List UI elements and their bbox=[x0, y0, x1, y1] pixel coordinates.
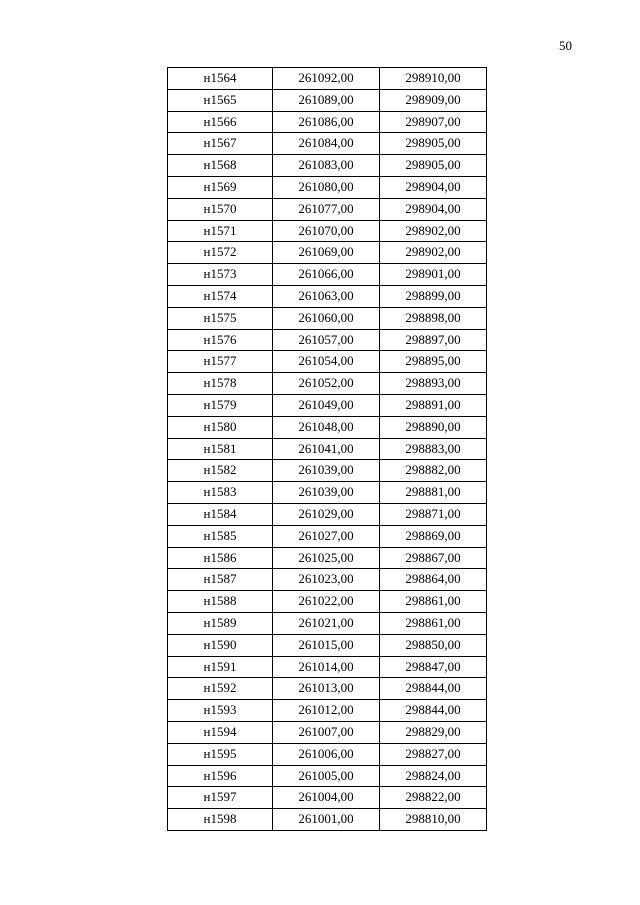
y-coordinate-cell: 298829,00 bbox=[380, 721, 487, 743]
x-coordinate-cell: 261063,00 bbox=[273, 285, 380, 307]
point-number-cell: н1570 bbox=[168, 198, 273, 220]
y-coordinate-cell: 298810,00 bbox=[380, 809, 487, 831]
y-coordinate-cell: 298822,00 bbox=[380, 787, 487, 809]
x-coordinate-cell: 261039,00 bbox=[273, 482, 380, 504]
x-coordinate-cell: 261054,00 bbox=[273, 351, 380, 373]
point-number-cell: н1583 bbox=[168, 482, 273, 504]
x-coordinate-cell: 261014,00 bbox=[273, 656, 380, 678]
point-number-cell: н1566 bbox=[168, 111, 273, 133]
coordinates-table-body bbox=[168, 68, 487, 831]
table-row bbox=[168, 503, 487, 525]
x-coordinate-cell: 261027,00 bbox=[273, 525, 380, 547]
y-coordinate-cell: 298881,00 bbox=[380, 482, 487, 504]
point-number-cell: н1595 bbox=[168, 743, 273, 765]
point-number-cell: н1585 bbox=[168, 525, 273, 547]
table-row bbox=[168, 765, 487, 787]
x-coordinate-cell: 261048,00 bbox=[273, 416, 380, 438]
x-coordinate-cell: 261006,00 bbox=[273, 743, 380, 765]
y-coordinate-cell: 298871,00 bbox=[380, 503, 487, 525]
x-coordinate-cell: 261013,00 bbox=[273, 678, 380, 700]
y-coordinate-cell: 298901,00 bbox=[380, 264, 487, 286]
point-number-cell: н1579 bbox=[168, 394, 273, 416]
x-coordinate-cell: 261070,00 bbox=[273, 220, 380, 242]
table-row bbox=[168, 547, 487, 569]
coordinates-table bbox=[167, 67, 487, 831]
x-coordinate-cell: 261015,00 bbox=[273, 634, 380, 656]
y-coordinate-cell: 298869,00 bbox=[380, 525, 487, 547]
table-row bbox=[168, 111, 487, 133]
point-number-cell: н1594 bbox=[168, 721, 273, 743]
table-row bbox=[168, 482, 487, 504]
table-row bbox=[168, 612, 487, 634]
y-coordinate-cell: 298902,00 bbox=[380, 242, 487, 264]
point-number-cell: н1587 bbox=[168, 569, 273, 591]
x-coordinate-cell: 261089,00 bbox=[273, 89, 380, 111]
table-row bbox=[168, 569, 487, 591]
y-coordinate-cell: 298861,00 bbox=[380, 612, 487, 634]
table-row bbox=[168, 743, 487, 765]
point-number-cell: н1590 bbox=[168, 634, 273, 656]
y-coordinate-cell: 298905,00 bbox=[380, 155, 487, 177]
table-row bbox=[168, 634, 487, 656]
table-row bbox=[168, 394, 487, 416]
point-number-cell: н1593 bbox=[168, 700, 273, 722]
y-coordinate-cell: 298824,00 bbox=[380, 765, 487, 787]
point-number-cell: н1564 bbox=[168, 68, 273, 90]
x-coordinate-cell: 261052,00 bbox=[273, 373, 380, 395]
x-coordinate-cell: 261080,00 bbox=[273, 176, 380, 198]
point-number-cell: н1572 bbox=[168, 242, 273, 264]
table-row bbox=[168, 460, 487, 482]
y-coordinate-cell: 298905,00 bbox=[380, 133, 487, 155]
y-coordinate-cell: 298895,00 bbox=[380, 351, 487, 373]
table-row bbox=[168, 373, 487, 395]
y-coordinate-cell: 298882,00 bbox=[380, 460, 487, 482]
table-row bbox=[168, 678, 487, 700]
table-row bbox=[168, 198, 487, 220]
point-number-cell: н1577 bbox=[168, 351, 273, 373]
table-row bbox=[168, 242, 487, 264]
y-coordinate-cell: 298897,00 bbox=[380, 329, 487, 351]
table-row bbox=[168, 416, 487, 438]
y-coordinate-cell: 298867,00 bbox=[380, 547, 487, 569]
x-coordinate-cell: 261066,00 bbox=[273, 264, 380, 286]
y-coordinate-cell: 298883,00 bbox=[380, 438, 487, 460]
x-coordinate-cell: 261060,00 bbox=[273, 307, 380, 329]
x-coordinate-cell: 261083,00 bbox=[273, 155, 380, 177]
x-coordinate-cell: 261023,00 bbox=[273, 569, 380, 591]
x-coordinate-cell: 261029,00 bbox=[273, 503, 380, 525]
point-number-cell: н1598 bbox=[168, 809, 273, 831]
point-number-cell: н1580 bbox=[168, 416, 273, 438]
table-row bbox=[168, 307, 487, 329]
x-coordinate-cell: 261022,00 bbox=[273, 591, 380, 613]
table-row bbox=[168, 591, 487, 613]
table-row bbox=[168, 155, 487, 177]
table-row bbox=[168, 176, 487, 198]
table-row bbox=[168, 89, 487, 111]
point-number-cell: н1584 bbox=[168, 503, 273, 525]
point-number-cell: н1575 bbox=[168, 307, 273, 329]
table-row bbox=[168, 133, 487, 155]
y-coordinate-cell: 298899,00 bbox=[380, 285, 487, 307]
y-coordinate-cell: 298844,00 bbox=[380, 678, 487, 700]
x-coordinate-cell: 261057,00 bbox=[273, 329, 380, 351]
y-coordinate-cell: 298909,00 bbox=[380, 89, 487, 111]
page-number: 50 bbox=[559, 38, 572, 53]
table-row bbox=[168, 329, 487, 351]
point-number-cell: н1581 bbox=[168, 438, 273, 460]
x-coordinate-cell: 261077,00 bbox=[273, 198, 380, 220]
point-number-cell: н1582 bbox=[168, 460, 273, 482]
point-number-cell: н1573 bbox=[168, 264, 273, 286]
point-number-cell: н1569 bbox=[168, 176, 273, 198]
table-row bbox=[168, 525, 487, 547]
point-number-cell: н1571 bbox=[168, 220, 273, 242]
x-coordinate-cell: 261007,00 bbox=[273, 721, 380, 743]
table-row bbox=[168, 438, 487, 460]
table-row bbox=[168, 787, 487, 809]
y-coordinate-cell: 298907,00 bbox=[380, 111, 487, 133]
x-coordinate-cell: 261021,00 bbox=[273, 612, 380, 634]
x-coordinate-cell: 261086,00 bbox=[273, 111, 380, 133]
y-coordinate-cell: 298904,00 bbox=[380, 176, 487, 198]
x-coordinate-cell: 261069,00 bbox=[273, 242, 380, 264]
y-coordinate-cell: 298910,00 bbox=[380, 68, 487, 90]
y-coordinate-cell: 298898,00 bbox=[380, 307, 487, 329]
y-coordinate-cell: 298861,00 bbox=[380, 591, 487, 613]
x-coordinate-cell: 261025,00 bbox=[273, 547, 380, 569]
y-coordinate-cell: 298844,00 bbox=[380, 700, 487, 722]
x-coordinate-cell: 261092,00 bbox=[273, 68, 380, 90]
table-row bbox=[168, 700, 487, 722]
x-coordinate-cell: 261084,00 bbox=[273, 133, 380, 155]
y-coordinate-cell: 298890,00 bbox=[380, 416, 487, 438]
x-coordinate-cell: 261012,00 bbox=[273, 700, 380, 722]
point-number-cell: н1576 bbox=[168, 329, 273, 351]
table-row bbox=[168, 721, 487, 743]
y-coordinate-cell: 298891,00 bbox=[380, 394, 487, 416]
x-coordinate-cell: 261005,00 bbox=[273, 765, 380, 787]
point-number-cell: н1589 bbox=[168, 612, 273, 634]
x-coordinate-cell: 261004,00 bbox=[273, 787, 380, 809]
y-coordinate-cell: 298904,00 bbox=[380, 198, 487, 220]
point-number-cell: н1596 bbox=[168, 765, 273, 787]
point-number-cell: н1578 bbox=[168, 373, 273, 395]
y-coordinate-cell: 298850,00 bbox=[380, 634, 487, 656]
x-coordinate-cell: 261049,00 bbox=[273, 394, 380, 416]
point-number-cell: н1574 bbox=[168, 285, 273, 307]
table-row bbox=[168, 220, 487, 242]
point-number-cell: н1588 bbox=[168, 591, 273, 613]
table-row bbox=[168, 351, 487, 373]
x-coordinate-cell: 261041,00 bbox=[273, 438, 380, 460]
point-number-cell: н1565 bbox=[168, 89, 273, 111]
y-coordinate-cell: 298864,00 bbox=[380, 569, 487, 591]
point-number-cell: н1597 bbox=[168, 787, 273, 809]
point-number-cell: н1592 bbox=[168, 678, 273, 700]
x-coordinate-cell: 261001,00 bbox=[273, 809, 380, 831]
point-number-cell: н1586 bbox=[168, 547, 273, 569]
point-number-cell: н1568 bbox=[168, 155, 273, 177]
point-number-cell: н1567 bbox=[168, 133, 273, 155]
table-row bbox=[168, 68, 487, 90]
y-coordinate-cell: 298893,00 bbox=[380, 373, 487, 395]
table-row bbox=[168, 264, 487, 286]
x-coordinate-cell: 261039,00 bbox=[273, 460, 380, 482]
table-row bbox=[168, 656, 487, 678]
table-row bbox=[168, 809, 487, 831]
y-coordinate-cell: 298902,00 bbox=[380, 220, 487, 242]
y-coordinate-cell: 298847,00 bbox=[380, 656, 487, 678]
y-coordinate-cell: 298827,00 bbox=[380, 743, 487, 765]
table-row bbox=[168, 285, 487, 307]
point-number-cell: н1591 bbox=[168, 656, 273, 678]
